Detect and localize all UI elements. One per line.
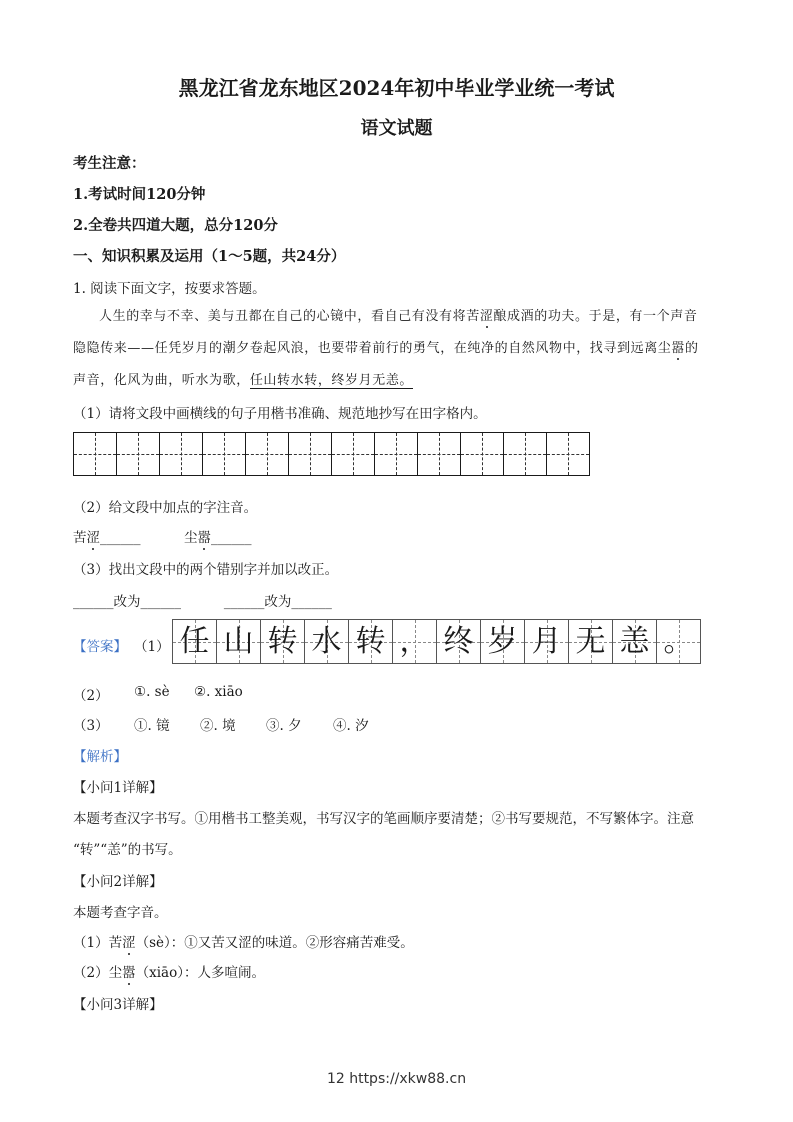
answer-char: 终 [436, 619, 481, 664]
grid-cell[interactable] [202, 432, 246, 476]
pinyin-blank-b[interactable]: 尘嚣______ [184, 526, 252, 546]
grid-cell[interactable] [288, 432, 332, 476]
grid-cell[interactable] [116, 432, 160, 476]
analysis-sub-1-heading: 【小问1详解】 [73, 780, 163, 796]
dotted-char: 嚣 [122, 961, 136, 981]
analysis-label: 【解析】 [73, 749, 127, 765]
answer-char: 恙 [612, 619, 657, 664]
answer-char: 。 [656, 619, 701, 664]
answer-2-item-2: ②. xiāo [194, 684, 243, 700]
answer-grid [172, 619, 700, 664]
copy-grid[interactable] [73, 432, 589, 476]
correction-blanks[interactable]: ______改为______ ______改为______ [73, 594, 332, 610]
analysis-sub-1-line-1: 本题考查汉字书写。①用楷书工整美观，书写汉字的笔画顺序要清楚；②书写要规范，不写繁体字。注意 [73, 811, 694, 827]
analysis-sub-2-line-2: （1）苦涩（sè）：①又苦又涩的味道。②形容痛苦难受。 [73, 931, 414, 951]
answer-char: 山 [216, 619, 261, 664]
answer-3-number: （3） [73, 718, 109, 734]
answer-1-number: （1） [134, 639, 170, 655]
notice-item-2: 2.全卷共四道大题，总分120分 [73, 217, 278, 234]
sub-question-2: （2）给文段中加点的字注音。 [73, 500, 258, 516]
grid-cell[interactable] [417, 432, 461, 476]
notice-heading: 考生注意： [73, 155, 146, 172]
grid-cell[interactable] [374, 432, 418, 476]
sub-question-3: （3）找出文段中的两个错别字并加以改正。 [73, 562, 339, 578]
answer-label: 【答案】 [73, 639, 127, 655]
answer-char: 转 [348, 619, 393, 664]
analysis-sub-2-heading: 【小问2详解】 [73, 874, 163, 890]
page-footer: 12 https://xkw88.cn [326, 1071, 467, 1087]
answer-char: 水 [304, 619, 349, 664]
analysis-sub-3-heading: 【小问3详解】 [73, 997, 163, 1013]
answer-char: 转 [260, 619, 305, 664]
answer-char: ， [392, 619, 437, 664]
grid-cell[interactable] [159, 432, 203, 476]
dotted-char: 涩 [480, 305, 494, 324]
dotted-char: 嚣 [198, 526, 212, 546]
grid-cell[interactable] [460, 432, 504, 476]
grid-cell[interactable] [73, 432, 117, 476]
grid-cell[interactable] [503, 432, 547, 476]
passage-line-2: 隐隐传来——任凭岁月的潮夕卷起风浪，也要带着前行的勇气，在纯净的自然风物中，找寻到远离尘嚣的 [73, 337, 699, 356]
answer-3-item-4: ④. 汐 [333, 718, 369, 734]
answer-3-item-2: ②. 境 [200, 718, 236, 734]
sub-question-1: （1）请将文段中画横线的句子用楷书准确、规范地抄写在田字格内。 [73, 406, 487, 422]
answer-3-item-1: ①. 镜 [134, 718, 170, 734]
answer-2-item-1: ①. sè [134, 684, 170, 700]
underlined-sentence: 任山转水转，终岁月无恙。 [249, 373, 414, 388]
answer-char: 无 [568, 619, 613, 664]
answer-3-item-3: ③. 夕 [266, 718, 302, 734]
dotted-char: 涩 [87, 526, 101, 546]
grid-cell[interactable] [546, 432, 590, 476]
answer-char: 岁 [480, 619, 525, 664]
question-stem: 1. 阅读下面文字，按要求答题。 [73, 281, 266, 297]
dotted-char: 涩 [122, 931, 136, 951]
grid-cell[interactable] [331, 432, 375, 476]
section-heading: 一、知识积累及运用（1～5题，共24分） [73, 248, 346, 265]
answer-2-number: （2） [73, 688, 109, 704]
answer-char: 任 [172, 619, 217, 664]
dotted-char: 嚣 [671, 337, 685, 356]
passage-line-3: 声音，化风为曲，听水为歌，任山转水转，终岁月无恙。 [73, 373, 414, 388]
analysis-sub-1-line-2: “转”“恙”的书写。 [73, 842, 182, 858]
grid-cell[interactable] [245, 432, 289, 476]
exam-title: 黑龙江省龙东地区2024年初中毕业学业统一考试 [178, 76, 615, 100]
pinyin-blank-a[interactable]: 苦涩______ [73, 526, 141, 546]
answer-char: 月 [524, 619, 569, 664]
analysis-sub-2-line-3: （2）尘嚣（xiāo）：人多喧闹。 [73, 961, 265, 981]
passage-line-1: 人生的幸与不幸、美与丑都在自己的心镜中，看自己有没有将苦涩酿成酒的功夫。于是，有一个声音 [99, 305, 697, 324]
analysis-sub-2-line-1: 本题考查字音。 [73, 905, 168, 921]
notice-item-1: 1.考试时间120分钟 [73, 186, 206, 203]
exam-subtitle: 语文试题 [360, 118, 433, 139]
